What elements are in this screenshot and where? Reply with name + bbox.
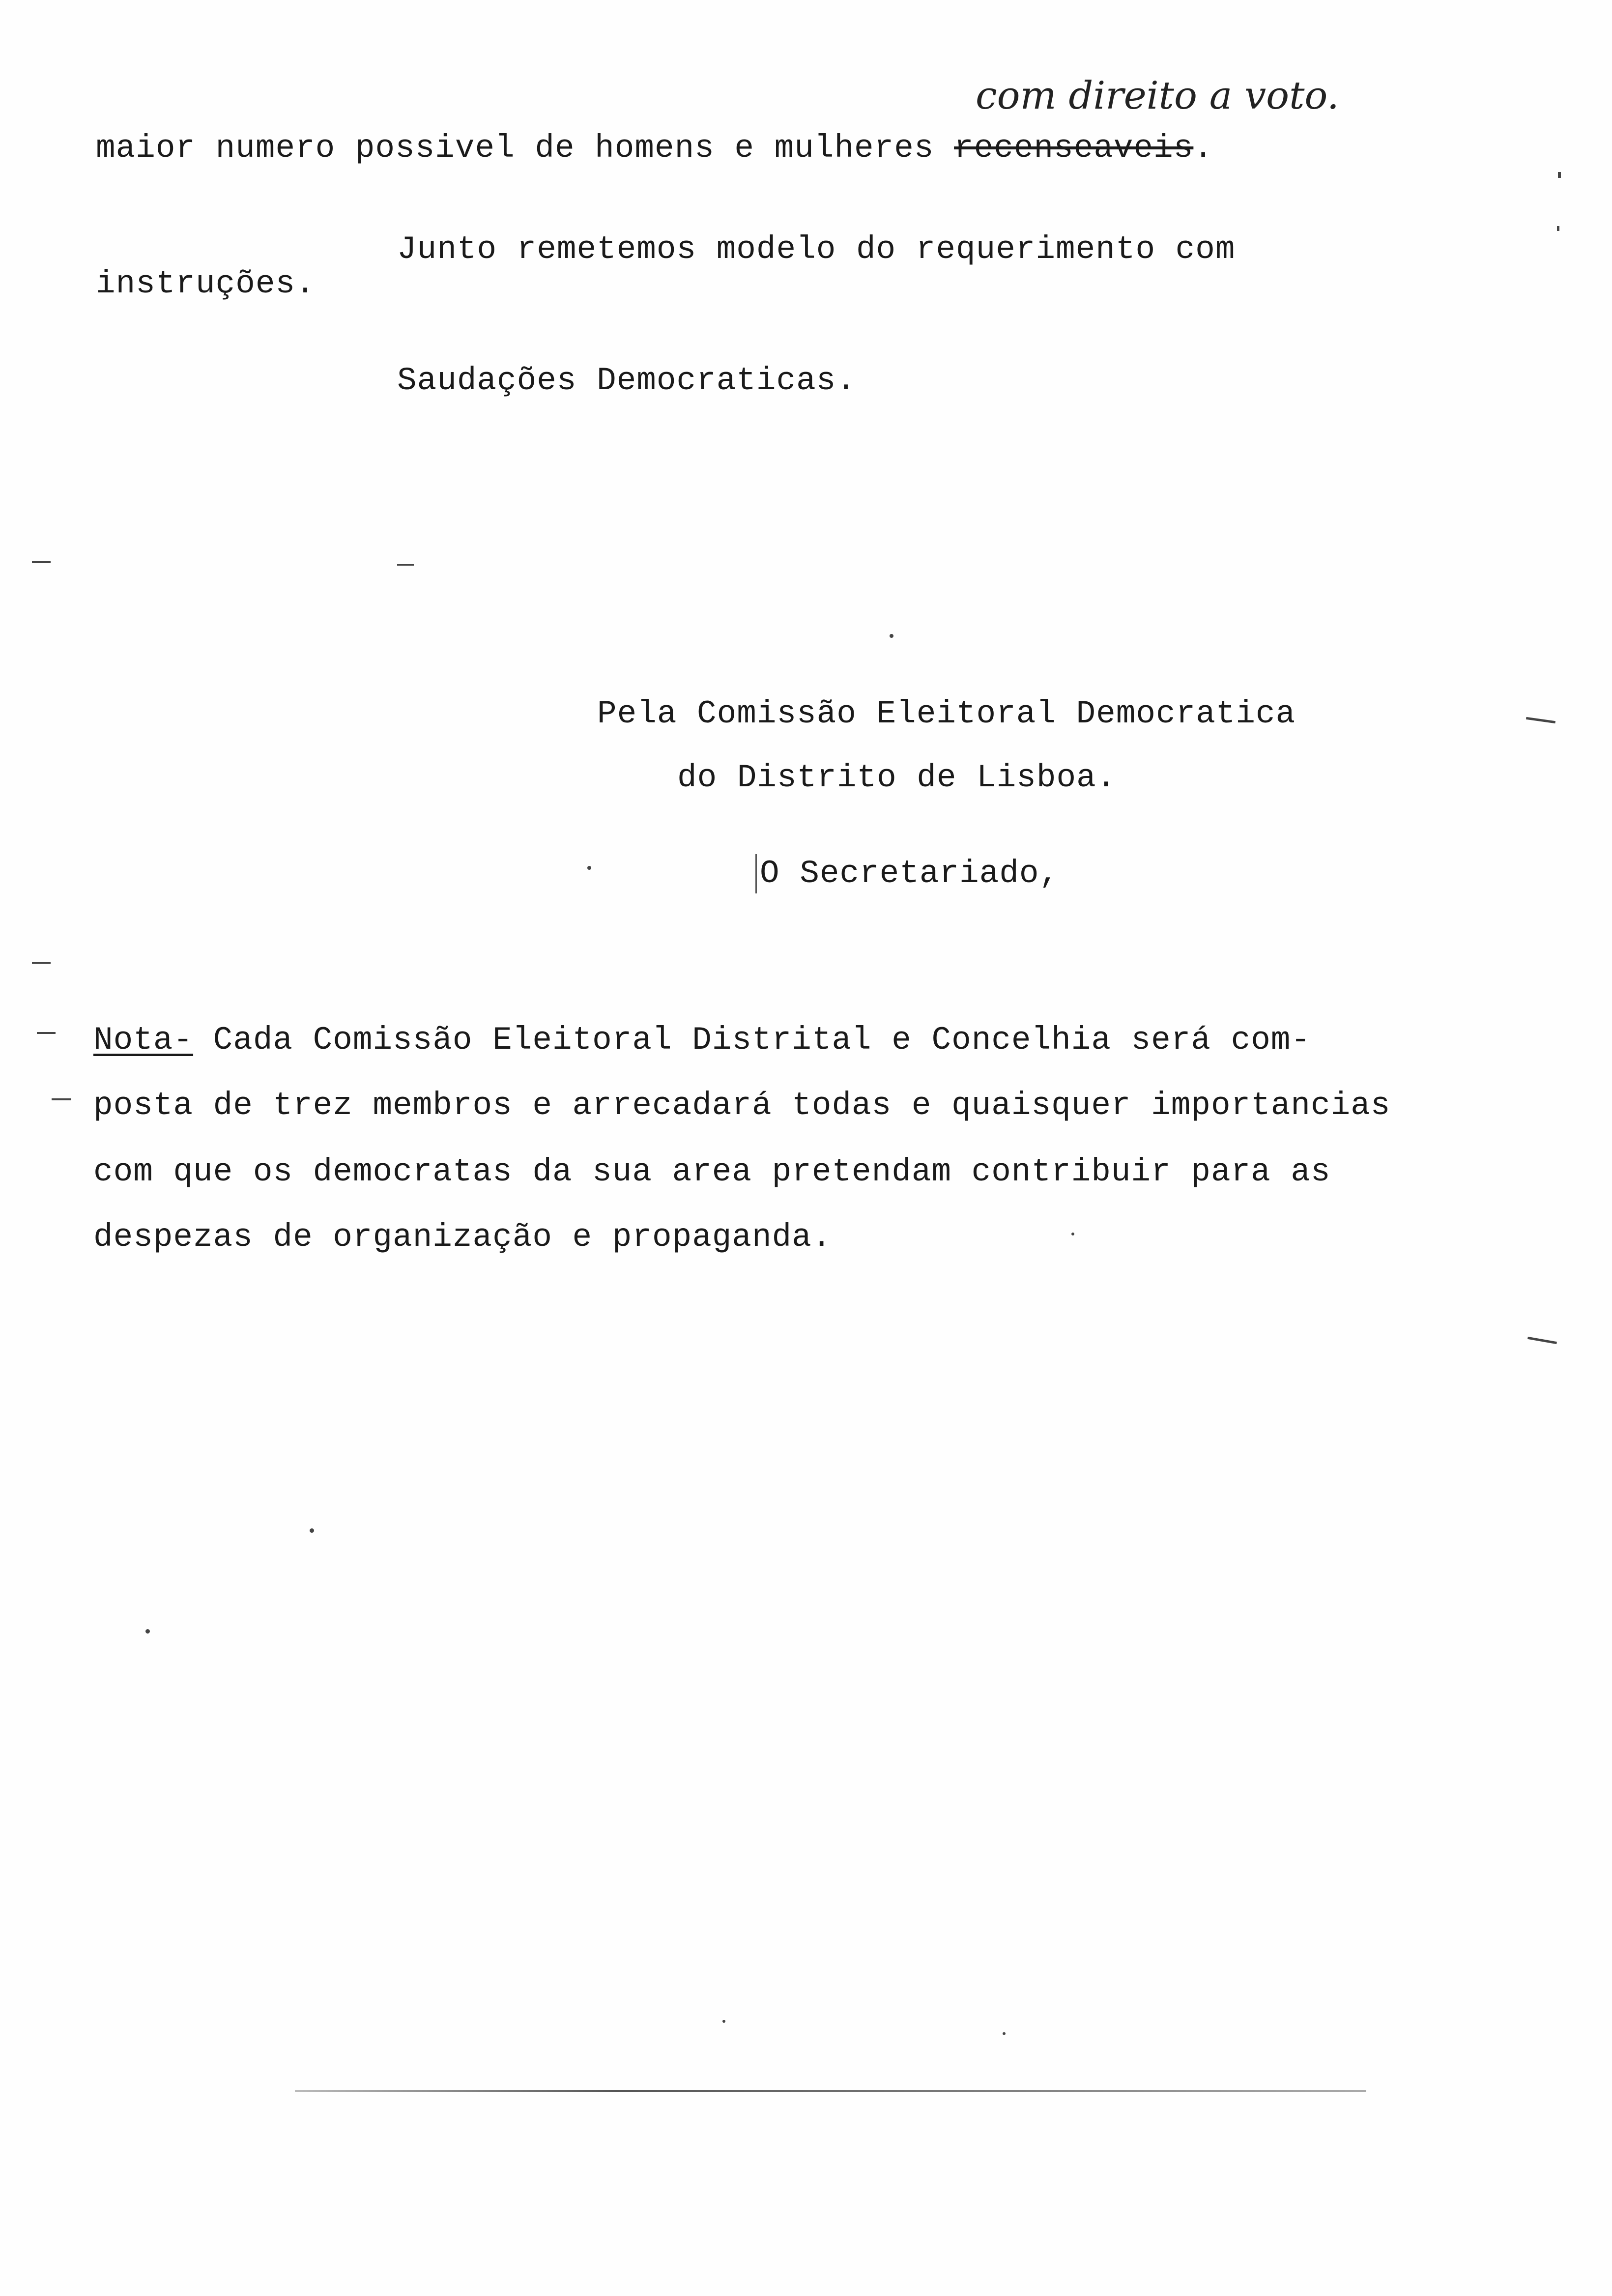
signature-line-3: O Secretariado, [755,854,1059,893]
speck [1003,2032,1006,2035]
paragraph-2-line-1: Junto remetemos modelo do requerimento com [397,231,1236,268]
handwritten-annotation: com direito a voto. [976,74,1339,118]
signature-line-1: Pela Comissão Eleitoral Democratica [597,695,1296,732]
greeting: Saudações Democraticas. [397,362,856,399]
paragraph-1-period: . [1193,130,1213,167]
margin-mark [37,1032,56,1034]
bottom-rule [295,2090,1366,2092]
margin-mark [1527,1337,1557,1344]
note-line-4: despezas de organização e propaganda. [93,1219,832,1256]
speck [1558,172,1561,178]
note-line-1-text: Cada Comissão Eleitoral Distrital e Concelhia será com- [193,1022,1311,1059]
speck [1557,226,1559,231]
speck [145,1629,150,1634]
margin-mark [32,561,51,563]
note-line-3: com que os democratas da sua area pretendam contribuir para as [93,1153,1331,1190]
margin-mark [52,1098,71,1100]
paragraph-2-line-2: instruções. [96,265,316,302]
signature-line-2: do Distrito de Lisboa. [677,759,1117,796]
paragraph-1-text: maior numero possivel de homens e mulheres [96,130,954,167]
speck [310,1528,314,1533]
note-label: Nota- [93,1022,194,1059]
margin-mark [1526,717,1555,723]
speck [1071,1233,1074,1235]
margin-mark [32,962,51,964]
speck [722,2020,725,2023]
speck [587,866,591,870]
struck-word: recenseaveis [954,130,1194,167]
paragraph-1-line-1 [96,129,1213,168]
note-line-2: posta de trez membros e arrecadará todas e quaisquer importancias [93,1087,1391,1124]
speck [890,634,893,638]
margin-mark [397,564,414,566]
note-line-1 [93,1021,1311,1060]
